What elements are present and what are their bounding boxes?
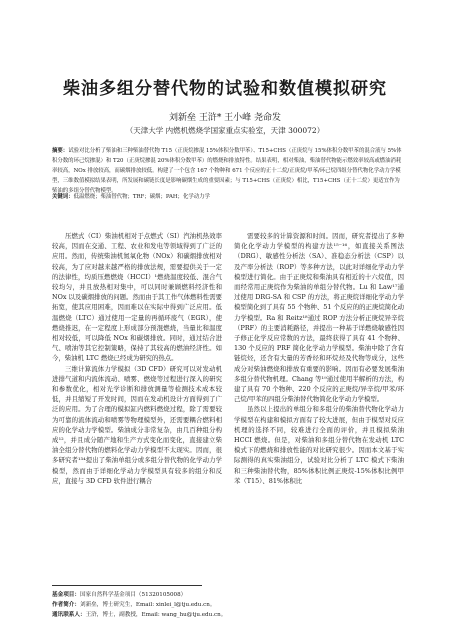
body-column-right <box>234 231 404 486</box>
abstract-text: 试验对比分析了柴油和三种柴油替代物 T15（正庚烷掺混 15%体积分数甲苯）、T15+CHS（正庚烷与 15%体积分数甲苯的混合液与 5%体积分数的环己烷掺混）和 T20（正庚烷掺混 20%体积分数甲苯）的燃烧和排放特性。结果表明，相对柴油，柴油替代物能示燃效率较高或燃油消耗率较高，NOx 排放较高，而碳烟排放较低。构建了一个包含 167 个物种和 671 个反应的正十二烷/正庚烷/甲苯/环己烷四组分替代物化学动力学模型，三维数值模拟结果表明，所发展和碳链长度是影响碳烟生成的重要因素；与 T15+CHS（正庚烷）相比，T15+CHS（正十二烷）更适宜作为柴油的多组分替代物模型。 <box>52 148 402 194</box>
abstract <box>52 146 404 196</box>
footnote-text: 刘新垒，博士研究生，Email: xinlei_l@tju.edu.cn。 <box>79 602 216 608</box>
body-paragraph: 需要较多的计算资源和时间。因而，研究者提出了多种简化化学动力学模型的构建方法¹⁵⁻¹⁶，如直接关系图法（DRG）、敏感性分析法（SA）、准稳态分析法（CSP）以及产率分析法（ROP）等多种方法，以此对详细化学动力学模型进行简化。由于正庚烷和柴油具有相近的十六烷值，因而经常用正庚烷作为柴油的单组分替代物。Lu 和 Law¹⁷通过使用 DRG-SA 和 CSP 的方法，将正庚烷详细化学动力学模型简化到了具有 55 个物种、51 个反应的的正庚烷简化动力学模型。Ra 和 Reitz¹⁸通过 ROP 方法分析正庚烷异辛烷（PRF）的主要消耗路径，并提出一种基于详燃烧敏感性因子修正化学反应常数的方法，最终获得了具有 41 个物种、130 个反应的 PRF 简化化学动力学模型。柴油中除了含有链烷烃，还含有大量的芳香烃和环烷烃及代物等成分，这些成分对柴油燃烧和排放有重要的影响。因而有必要发展柴油多组分替代物机理。Chang 等¹⁹通过使用半解析的方法，构建了具有 70 个物种、220 个反应的正庚烷/异辛烷/甲苯/环己烷/甲苯的四组分柴油替代物简化化学动力学模型。 <box>234 232 404 404</box>
footnote-author-bio <box>52 601 412 610</box>
body-paragraph: 虽然以上提出的单组分和多组分的柴油替代物化学动力学模型在构建和模拟方面有了较大进展，但由于模型对反应机理的选择不同，较难进行全面的评价，并且模拟柴油 HCCI 燃烧。但是，对柴油和多组分替代物在发动机 LTC 模式下的燃烧和排放性能的对比研究很少。因而本文基于实际测得的真实柴油组分，试验对比分析了 LTC 模式下柴油和三种柴油替代物，85%体积比例正庚烷-15%体积比例甲苯（T15）、81%体积比 <box>234 405 404 485</box>
keywords-text: 低温燃烧；柴油替代物；TRF；碳烟；PAH；化学动力学 <box>73 194 210 200</box>
body-column-left <box>52 231 222 486</box>
footnote-label: 作者简介： <box>52 602 80 608</box>
affiliation: （天津大学 内燃机燃烧学国家重点实验室，天津 300072） <box>125 126 325 135</box>
footnote-text: 国家自然科学基金项目（51320105008） <box>79 592 187 598</box>
abstract-label: 摘要： <box>52 148 69 154</box>
body-paragraph: 三维计算流体力学模拟（3D CFD）研究可以对发动机进排气道和内流体流动、喷雾、燃烧等过程进行深入的研究和参数优化，相对光学诊断和排放测量等检测技术成本较低，并且缩短了开发时间，因而在发动机设计方面得到了广泛的应用。为了合理的模拟缸内燃料燃烧过程，除了需要较为可靠的流体流动和喷雾等物理模型外，还需要耦合燃料相应的化学动力学模型。柴油成分非常复杂，由几百种组分构成¹²，并且成分随产地和生产方式变化而变化，直接建立柴油全组分替代物的燃料化学动力学模型不太现实。因而，很多研究者¹³⁴提出了柴油单组分或多组分替代物的化学动力学模型，然而由于详细化学动力学模型具有较多的组分和反应，直接与 3D CFD 软件进行耦合 <box>52 364 222 485</box>
keywords-label: 关键词： <box>52 194 74 200</box>
paper-title: 柴油多组分替代物的试验和数值模拟研究 <box>63 79 387 99</box>
footnote-divider <box>52 585 202 586</box>
footnote-funding <box>52 591 412 600</box>
footnote-contact <box>52 611 412 620</box>
footnote-label: 通讯联系人： <box>52 612 86 618</box>
body-paragraph: 压燃式（CI）柴油机相对于点燃式（SI）汽油机热效率较高，因而在交通、工程、农业和发电等领域得到了广泛的应用。然而，传统柴油机氮氧化物（NOx）和碳烟排放相对较高，为了应对越来越严格的排放法规，需要提供关于一定的法律性，均质压燃燃烧（HCCI）¹燃烧温度较低、混合气较均匀，并且放热相对集中，可以同时兼顾燃料经济性和 NOx 以及碳烟排放的问题。然而由于其工作气体燃料性需要拓宽，使其应用困难，因而难以在实际中得到广泛应用。低温燃烧（LTC）通过使用一定量的再循环废气（EGR），使燃烧推迟，在一定程度上形成部分预混燃烧，当量比和温度相对较低，可以降低 NOx 和碳烟排放。同时，通过结合进气、喷油等其它控制策略，保持了其较高的燃油经济性。如今，柴油机 LTC 燃烧已经成为研究的热点。 <box>52 232 222 363</box>
footnote-label: 基金项目： <box>52 592 80 598</box>
keywords <box>52 192 404 202</box>
author-list: 刘新垒 王浒* 王小峰 尧命发 <box>168 113 282 123</box>
footnote-text: 王浒，博士，副教授，Email: wang_hu@tju.edu.cn。 <box>85 612 227 618</box>
